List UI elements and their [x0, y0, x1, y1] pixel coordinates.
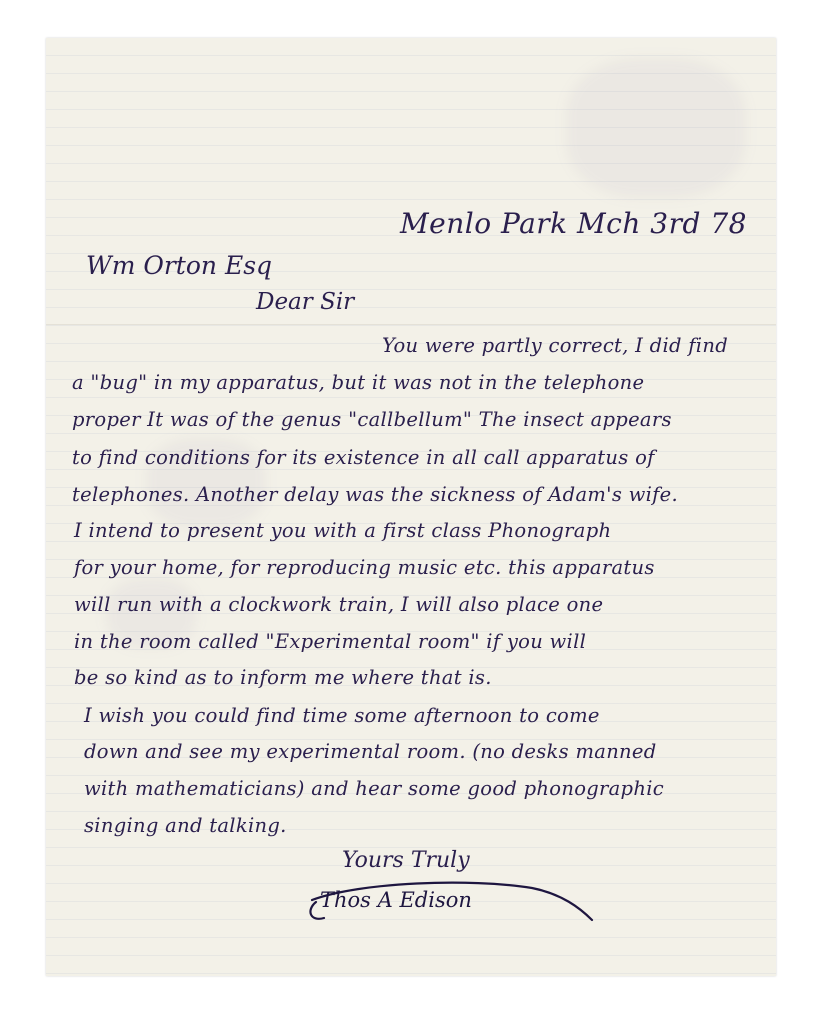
- body-line: I intend to present you with a first class Phonograph: [74, 519, 612, 542]
- body-line: be so kind as to inform me where that is.: [74, 666, 492, 689]
- addressee: Wm Orton Esq: [86, 251, 273, 280]
- body-line: telephones. Another delay was the sickness of Adam's wife.: [72, 483, 679, 506]
- body-line: in the room called "Experimental room" if you will: [74, 630, 587, 653]
- body-line: to find conditions for its existence in all call apparatus of: [72, 446, 655, 469]
- salutation: Dear Sir: [256, 289, 355, 315]
- body-line: a "bug" in my apparatus, but it was not in the telephone: [72, 371, 645, 394]
- dateline: Menlo Park Mch 3rd 78: [400, 207, 747, 240]
- signature-text: Thos A Edison: [320, 888, 472, 912]
- body-line: down and see my experimental room. (no desks manned: [84, 740, 657, 763]
- body-line: for your home, for reproducing music etc. this apparatus: [74, 556, 655, 579]
- closing: Yours Truly: [342, 848, 470, 873]
- body-line: proper It was of the genus "callbellum" The insect appears: [72, 408, 672, 431]
- letter-sheet: [46, 38, 776, 976]
- paper-fold-crease: [46, 324, 776, 325]
- body-line: with mathematicians) and hear some good phonographic: [84, 777, 664, 800]
- signature: [300, 880, 600, 940]
- ink-bleed-mark: [566, 58, 746, 198]
- body-line: You were partly correct, I did find: [382, 334, 728, 357]
- body-line: singing and talking.: [84, 814, 287, 837]
- signature-flourish: [300, 880, 600, 940]
- body-line: will run with a clockwork train, I will also place one: [74, 593, 604, 616]
- body-line: I wish you could find time some afternoon to come: [84, 704, 600, 727]
